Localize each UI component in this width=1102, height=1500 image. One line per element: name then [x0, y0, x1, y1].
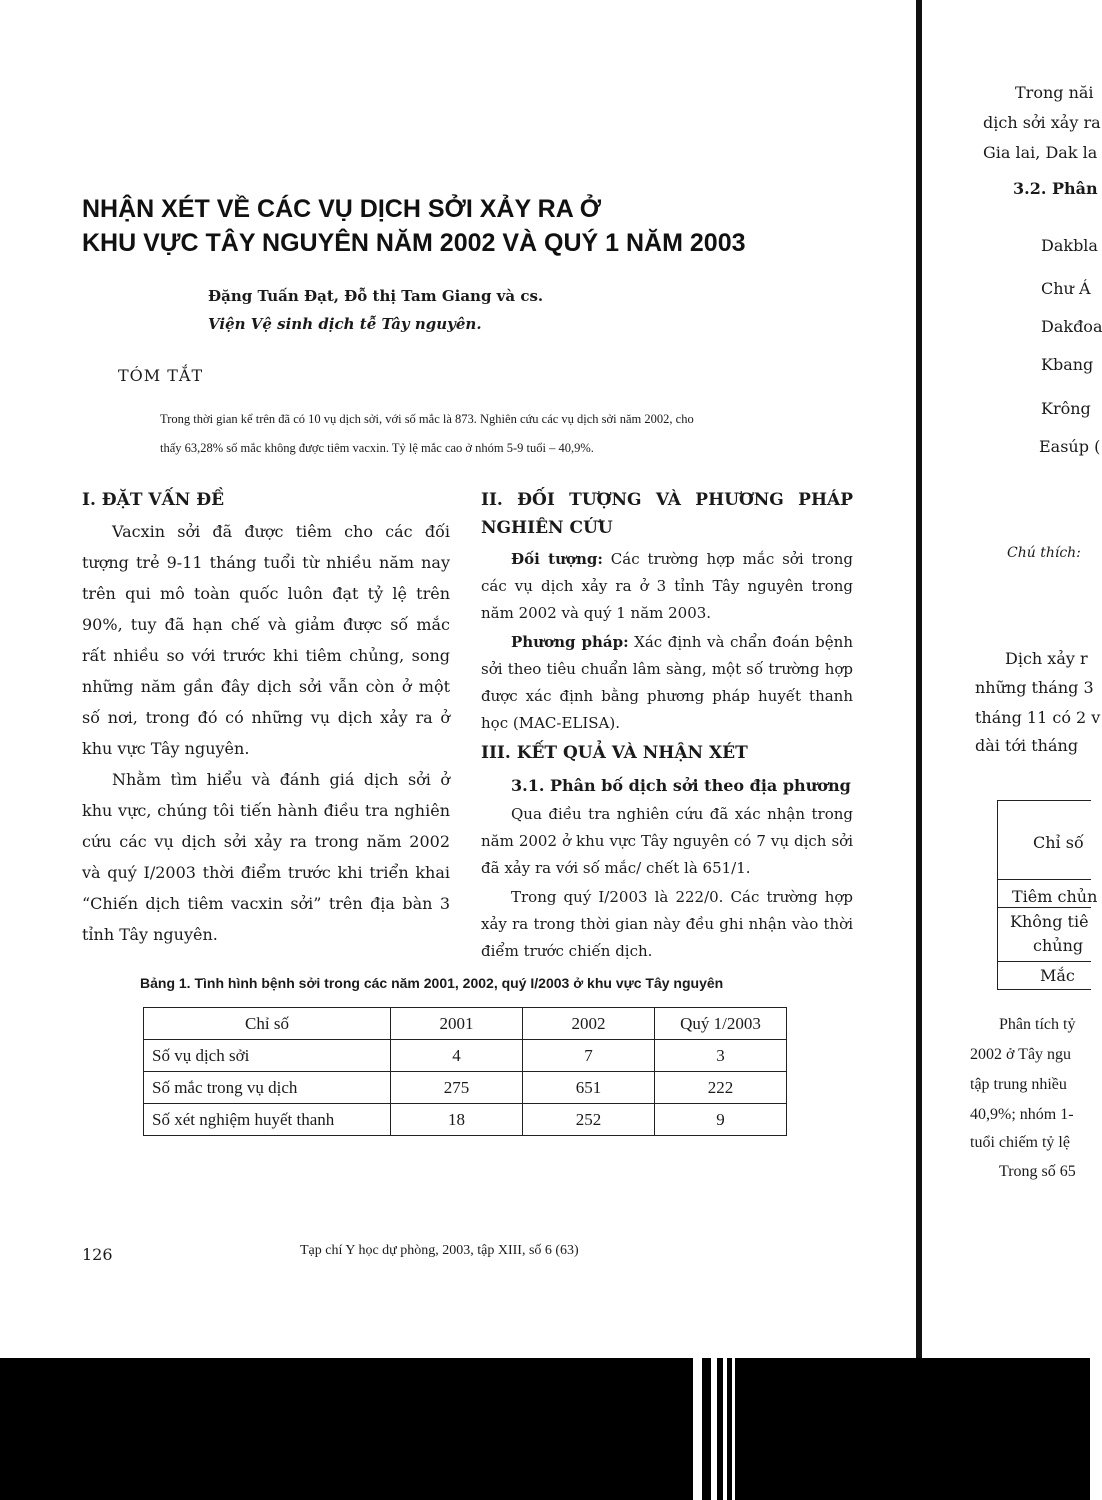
- table-row: [144, 1040, 787, 1072]
- scan-border: [0, 1358, 1090, 1500]
- scan-gap: [732, 1358, 735, 1500]
- section-1-paragraph-1: Vacxin sởi đã được tiêm cho các đối tượng trẻ 9-11 tháng tuổi từ nhiều năm nay trên qui mô toàn quốc luôn đạt tỷ lệ trên 90%, tuy đã hạn chế và giảm được số mắc rất nhiều so với trước khi tiêm chủng, song những năm gần đây dịch sởi vẫn còn ở một số nơi, trong đó có những vụ dịch xảy ra ở khu vực Tây nguyên.: [82, 522, 450, 758]
- table-header-cell: 2001: [391, 1008, 523, 1040]
- middle-column: [481, 486, 853, 967]
- article-title: [82, 192, 746, 260]
- right-page-line: 2002 ở Tây ngu: [970, 1046, 1072, 1063]
- right-page-line: dịch sởi xảy ra: [983, 113, 1101, 132]
- section-1-paragraph-2: Nhằm tìm hiểu và đánh giá dịch sởi ở khu vực, chúng tôi tiến hành điều tra nghiên cứu các vụ dịch sởi xảy ra trong năm 2002 và quý I/2003 thời điểm trước khi triển khai “Chiến dịch tiêm vacxin sởi” trên địa bàn 3 tỉnh Tây nguyên.: [82, 770, 450, 944]
- right-page-line: Trong năi: [1015, 83, 1094, 102]
- section-3-heading: III. KẾT QUẢ VÀ NHẬN XÉT: [481, 743, 748, 763]
- section-3-paragraph-2: Trong quý I/2003 là 222/0. Các trường hợp xảy ra trong thời gian này đều ghi nhận vào thời điểm trước chiến dịch.: [481, 888, 853, 960]
- section-1-heading: I. ĐẶT VẤN ĐỀ: [82, 490, 225, 510]
- right-page-line: Phân tích tỷ: [999, 1016, 1076, 1033]
- table-cell: 3: [655, 1040, 787, 1072]
- right-place-item: Krông: [1041, 399, 1091, 418]
- table-cell: Số xét nghiệm huyết thanh: [144, 1104, 391, 1136]
- scan-gap: [693, 1358, 702, 1500]
- right-page-line: tập trung nhiều: [970, 1076, 1067, 1093]
- right-table-header: Chỉ số: [1033, 833, 1084, 852]
- right-place-item: Easúp (: [1039, 437, 1101, 456]
- methods-label: Phương pháp:: [511, 633, 629, 651]
- abstract-line-2: thấy 63,28% số mắc không được tiêm vacxin. Tỷ lệ mắc cao ở nhóm 5-9 tuổi – 40,9%.: [160, 441, 594, 455]
- right-page-line: những tháng 3: [975, 678, 1094, 697]
- table-cell: 222: [655, 1072, 787, 1104]
- right-table-cell: Không tiê: [1010, 912, 1089, 931]
- subjects-text: Các trường hợp mắc sởi trong các vụ dịch xảy ra ở 3 tỉnh Tây nguyên trong năm 2002 và quý 1 năm 2003.: [481, 550, 853, 622]
- affiliation: Viện Vệ sinh dịch tễ Tây nguyên.: [208, 315, 482, 333]
- book-spine-divider: [916, 0, 922, 1360]
- scan-gap: [711, 1358, 717, 1500]
- right-place-item: Dakbla: [1041, 236, 1098, 255]
- right-page-line: dài tới tháng: [975, 736, 1079, 755]
- section-2-heading: II. ĐỐI TƯỢNG VÀ PHƯƠNG PHÁP NGHIÊN CỨU: [481, 490, 853, 538]
- table-cell: Số mắc trong vụ dịch: [144, 1072, 391, 1104]
- right-table-cell: chủng: [1033, 936, 1084, 955]
- page-number: 126: [82, 1245, 113, 1264]
- methods-text: Xác định và chẩn đoán bệnh sởi theo tiêu chuẩn lâm sàng, một số trường hợp được xác định bằng phương pháp huyết thanh học (MAC-ELISA).: [481, 633, 853, 732]
- abstract-heading: TÓM TẮT: [118, 366, 204, 385]
- right-page-line: 40,9%; nhóm 1-: [970, 1106, 1074, 1123]
- table-cell: 7: [523, 1040, 655, 1072]
- abstract-text: [160, 405, 860, 463]
- right-place-item: Kbang: [1041, 355, 1094, 374]
- table-header-cell: Quý 1/2003: [655, 1008, 787, 1040]
- abstract-line-1: Trong thời gian kể trên đã có 10 vụ dịch sởi, với số mắc là 873. Nghiên cứu các vụ dịch sởi năm 2002, cho: [160, 412, 694, 426]
- right-place-item: Dakđoa: [1041, 317, 1102, 336]
- right-page-line: tuổi chiếm tỷ lệ: [970, 1134, 1070, 1151]
- table-cell: Số vụ dịch sởi: [144, 1040, 391, 1072]
- table-cell: 4: [391, 1040, 523, 1072]
- title-line-1: NHẬN XÉT VỀ CÁC VỤ DỊCH SỞI XẢY RA Ở: [82, 195, 602, 223]
- right-table-cell: Tiêm chủn: [1012, 887, 1098, 906]
- right-page-line: Gia lai, Dak la: [983, 143, 1098, 162]
- right-table-cell: Mắc: [1040, 966, 1075, 985]
- table-header-cell: 2002: [523, 1008, 655, 1040]
- journal-footer: Tạp chí Y học dự phòng, 2003, tập XIII, số 6 (63): [300, 1243, 579, 1258]
- right-note-label: Chú thích:: [1007, 545, 1081, 561]
- right-page-line: tháng 11 có 2 v: [975, 708, 1101, 727]
- table-row: [144, 1072, 787, 1104]
- table-cell: 18: [391, 1104, 523, 1136]
- right-page-subheading: 3.2. Phân: [1013, 179, 1098, 198]
- table-1-caption: Bảng 1. Tình hình bệnh sởi trong các năm 2001, 2002, quý I/2003 ở khu vực Tây nguyên: [140, 975, 724, 991]
- authors: Đặng Tuấn Đạt, Đỗ thị Tam Giang và cs.: [208, 287, 544, 305]
- subjects-paragraph: [481, 546, 853, 627]
- table-row: [144, 1104, 787, 1136]
- table-cell: 252: [523, 1104, 655, 1136]
- section-3-paragraph-1: Qua điều tra nghiên cứu đã xác nhận trong năm 2002 ở khu vực Tây nguyên có 7 vụ dịch sởi đã xảy ra với số mắc/ chết là 651/1.: [481, 805, 853, 877]
- title-line-2: KHU VỰC TÂY NGUYÊN NĂM 2002 VÀ QUÝ 1 NĂM 2003: [82, 229, 746, 257]
- subjects-label: Đối tượng:: [511, 550, 603, 568]
- table-1: [143, 1007, 787, 1136]
- right-page-line: Dịch xảy r: [1005, 649, 1088, 668]
- subsection-3-1-heading: 3.1. Phân bố dịch sởi theo địa phương: [511, 776, 851, 795]
- table-cell: 651: [523, 1072, 655, 1104]
- methods-paragraph: [481, 629, 853, 737]
- table-cell: 9: [655, 1104, 787, 1136]
- right-place-item: Chư Á: [1041, 279, 1091, 298]
- scan-gap: [723, 1358, 727, 1500]
- table-header-row: [144, 1008, 787, 1040]
- table-header-cell: Chỉ số: [144, 1008, 391, 1040]
- left-column: [82, 486, 450, 950]
- right-page-line: Trong số 65: [999, 1163, 1076, 1180]
- table-cell: 275: [391, 1072, 523, 1104]
